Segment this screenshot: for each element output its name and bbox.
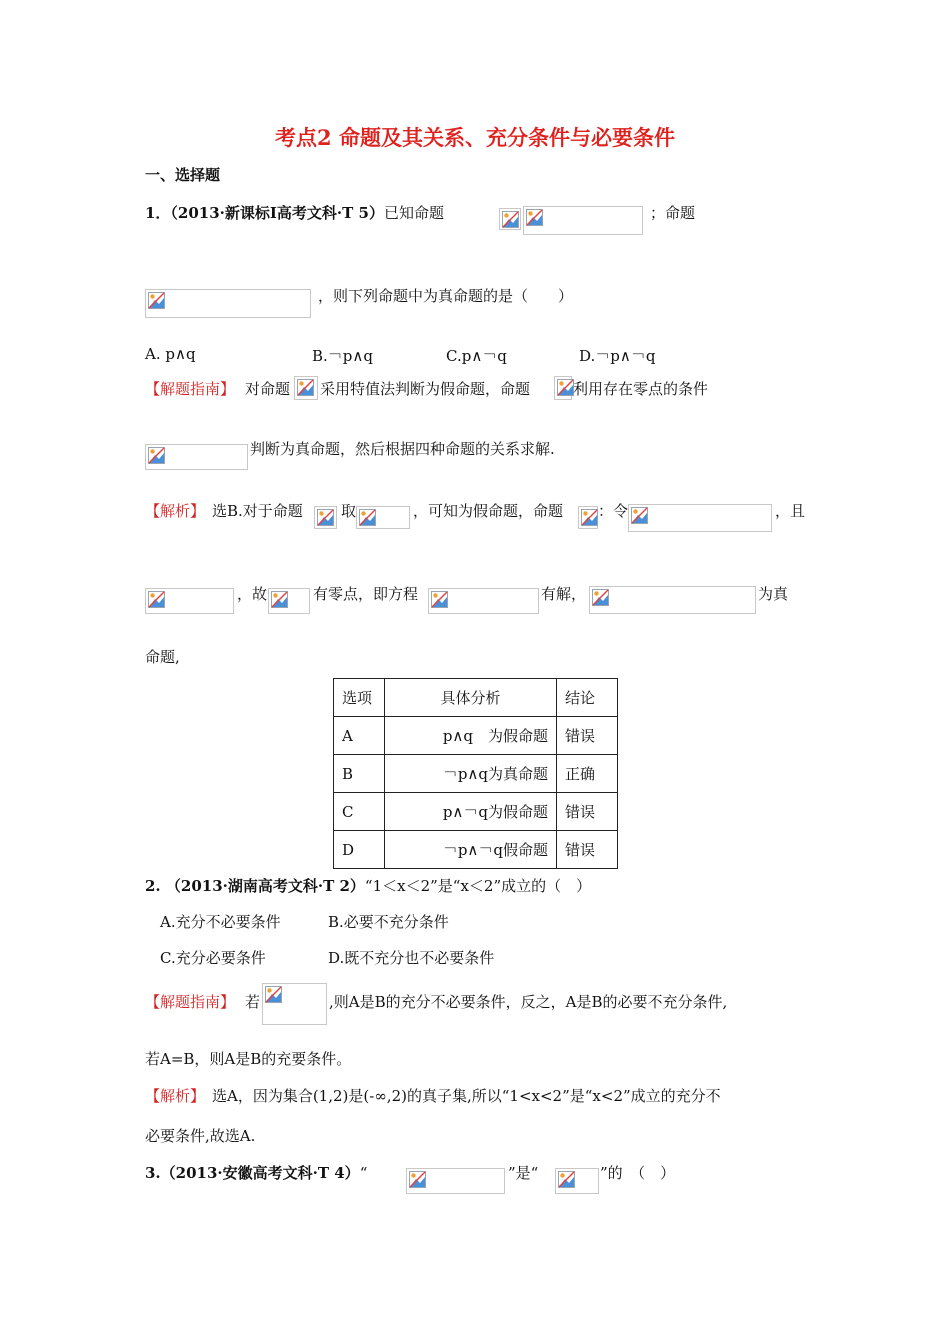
formula-image	[145, 289, 311, 318]
answer-text: 必要条件,故选A.	[145, 1127, 256, 1145]
q1-line1	[145, 202, 444, 223]
table-row	[334, 793, 618, 831]
answer-text: 有解，	[541, 585, 587, 603]
broken-image-icon	[431, 591, 448, 608]
answer-text: ：令	[598, 502, 629, 520]
q1-option: D.￢p∧￢q	[579, 347, 656, 365]
q1-source: 1．（2013·新课标Ⅰ高考文科·T 5）	[145, 204, 384, 222]
answer-text: ，故	[237, 585, 268, 603]
formula-image	[262, 983, 327, 1025]
section-heading: 一、选择题	[145, 166, 221, 184]
answer-text: 为真	[758, 585, 789, 603]
broken-image-icon	[592, 589, 609, 606]
table-cell: 错误	[557, 717, 618, 755]
q2-option: B.必要不充分条件	[328, 913, 449, 931]
answer-label: 【解析】	[145, 502, 206, 520]
table-cell: p∧q 为假命题	[385, 717, 557, 755]
table-cell: A	[334, 717, 385, 755]
q1-text: ；命题	[650, 204, 696, 222]
broken-image-icon	[297, 379, 314, 396]
formula-image	[314, 506, 337, 529]
table-header-cell: 结论	[557, 679, 618, 717]
table-cell: B	[334, 755, 385, 793]
table-header-row	[334, 679, 618, 717]
q1-text: ，则下列命题中为真命题的是（ ）	[318, 287, 574, 305]
broken-image-icon	[502, 211, 519, 228]
table-cell: 错误	[557, 793, 618, 831]
q3-text: ”是“	[508, 1164, 539, 1182]
formula-image	[294, 376, 318, 400]
q1-option: C.p∧￢q	[446, 347, 507, 365]
broken-image-icon	[558, 1171, 575, 1188]
broken-image-icon	[148, 447, 165, 464]
q2-option: D.既不充分也不必要条件	[328, 949, 495, 967]
guide-text: 利用存在零点的条件	[573, 380, 709, 398]
analysis-table	[333, 678, 618, 869]
table-cell: 错误	[557, 831, 618, 869]
q3-line	[145, 1162, 367, 1183]
q2-line	[145, 875, 591, 896]
guide-label: 【解题指南】	[145, 993, 236, 1011]
formula-image	[428, 588, 539, 614]
formula-image	[145, 588, 234, 614]
answer-text: 选B.对于命题	[212, 502, 303, 520]
broken-image-icon	[317, 509, 334, 526]
q2-source: 2. （2013·湖南高考文科·T 2）	[145, 877, 365, 895]
formula-image	[555, 1168, 599, 1194]
q3-source: 3.（2013·安徽高考文科·T 4）	[145, 1164, 360, 1182]
table-cell: p∧￢q为假命题	[385, 793, 557, 831]
answer-text: ，且	[775, 502, 806, 520]
q1-option: B.￢p∧q	[312, 347, 373, 365]
broken-image-icon	[409, 1171, 426, 1188]
guide-text: 若	[245, 993, 261, 1011]
broken-image-icon	[557, 379, 574, 396]
formula-image	[523, 206, 643, 235]
answer-text: 选A，因为集合(1,2)是(-∞,2)的真子集,所以“1<x<2”是“x<2”成立的充分不	[212, 1087, 721, 1105]
table-cell: D	[334, 831, 385, 869]
q1-text: 已知命题	[383, 204, 444, 222]
formula-image	[145, 444, 248, 470]
answer-text: 命题,	[145, 648, 180, 666]
q3-text: “	[359, 1164, 368, 1182]
guide-text: 判断为真命题，然后根据四种命题的关系求解.	[250, 440, 555, 458]
table-row	[334, 755, 618, 793]
answer-label: 【解析】	[145, 1087, 206, 1105]
table-cell: ￢p∧￢q假命题	[385, 831, 557, 869]
answer-text: 有零点，即方程	[313, 585, 419, 603]
broken-image-icon	[359, 509, 376, 526]
broken-image-icon	[581, 509, 598, 526]
guide-text: 若A=B，则A是B的充要条件。	[145, 1050, 352, 1068]
formula-image	[554, 376, 572, 400]
q2-text: “1＜x＜2”是“x＜2”成立的（ ）	[364, 877, 592, 895]
guide-text: 采用特值法判断为假命题，命题	[320, 380, 531, 398]
formula-image	[356, 506, 410, 529]
formula-image	[589, 586, 756, 614]
formula-image	[628, 504, 772, 532]
table-header-cell: 具体分析	[385, 679, 557, 717]
broken-image-icon	[271, 591, 288, 608]
broken-image-icon	[148, 292, 165, 309]
guide-label: 【解题指南】	[145, 380, 236, 398]
broken-image-icon	[265, 986, 282, 1003]
q1-option: A. p∧q	[145, 345, 196, 363]
broken-image-icon	[526, 209, 543, 226]
answer-text: 取	[341, 502, 357, 520]
q2-option: C.充分必要条件	[160, 949, 266, 967]
q3-text: ”的 （ ）	[600, 1164, 676, 1182]
formula-image	[578, 506, 598, 529]
table-row	[334, 717, 618, 755]
q2-option: A.充分不必要条件	[160, 913, 281, 931]
formula-image	[406, 1168, 505, 1194]
page-title: 考点2 命题及其关系、充分条件与必要条件	[275, 125, 675, 150]
table-cell: C	[334, 793, 385, 831]
table-cell: 正确	[557, 755, 618, 793]
answer-text: ，可知为假命题，命题	[413, 502, 564, 520]
formula-image	[268, 588, 310, 614]
formula-image	[499, 208, 521, 230]
guide-text: 对命题	[245, 380, 291, 398]
broken-image-icon	[631, 507, 648, 524]
table-row	[334, 831, 618, 869]
table-header-cell: 选项	[334, 679, 385, 717]
guide-text: ,则A是B的充分不必要条件，反之，A是B的必要不充分条件,	[329, 993, 728, 1011]
table-cell: ￢p∧q为真命题	[385, 755, 557, 793]
broken-image-icon	[148, 591, 165, 608]
